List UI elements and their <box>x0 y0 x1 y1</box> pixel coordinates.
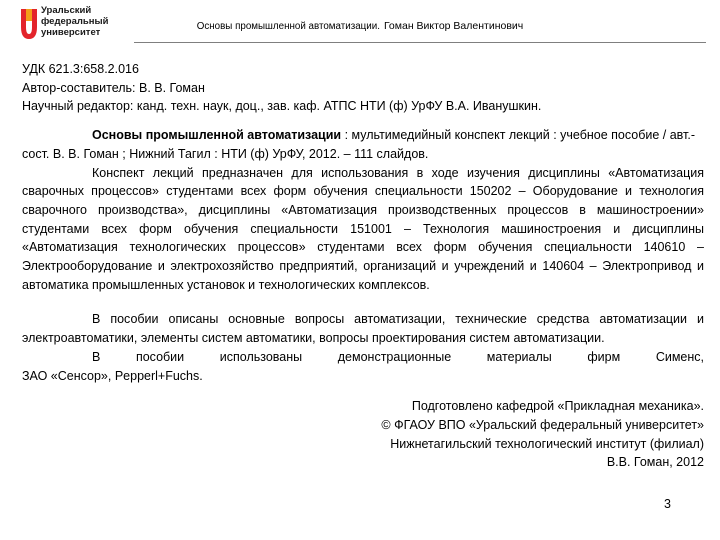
footer-university: © ФГАОУ ВПО «Уральский федеральный университет» <box>381 417 704 432</box>
description-paragraph-2: В пособии описаны основные вопросы автоматизации, технические средства автоматизации и электроавтоматики, элементы систем автоматики, вопросы проектирования систем автоматизации. <box>22 312 704 346</box>
footer-institute: Нижнетагильский технологический институт (филиал) <box>390 436 704 451</box>
author-compiler-line: Автор-составитель: В. В. Гоман <box>22 80 205 95</box>
header-title <box>0 20 720 32</box>
description-paragraph-3-line-2: ЗАО «Сенсор», Pepperl+Fuchs. <box>22 368 203 383</box>
editor-line: Научный редактор: канд. техн. наук, доц., зав. каф. АТПС НТИ (ф) УрФУ В.А. Иванушкин. <box>22 99 542 114</box>
header-divider <box>134 42 706 43</box>
page-number: 3 <box>664 497 671 511</box>
citation-rest: : мультимедийный конспект лекций : учебное пособие / авт.-сост. В. В. Гоман ; Нижний Тагил : НТИ (ф) УрФУ, 2012. – 111 слайдов. <box>22 128 696 161</box>
logo-line-2: федеральный <box>41 16 109 28</box>
slide-content <box>22 60 704 472</box>
citation-title: Основы промышленной автоматизации <box>92 128 342 143</box>
udk-line: УДК 621.3:658.2.016 <box>22 62 139 76</box>
slide-header <box>0 0 720 46</box>
course-title: Основы промышленной автоматизации. <box>196 21 380 32</box>
logo-line-3: университет <box>41 27 101 39</box>
course-author: Гоман Виктор Валентинович <box>383 20 524 32</box>
footer-department: Подготовлено кафедрой «Прикладная механика». <box>411 399 704 414</box>
footer-author-year: В.В. Гоман, 2012 <box>606 455 704 470</box>
description-paragraph-3-line-1: В пособии использованы демонстрационные материалы фирм Сименс, <box>92 349 704 364</box>
citation-paragraph <box>22 126 704 163</box>
description-paragraph-1: Конспект лекций предназначен для использования в ходе изучения дисциплины «Автоматизация сварочных процессов» студентами всех форм обучения специальности 150202 – Оборудование и технология сварочного производства», дисциплины «Автоматизация производственных процессов в машиностроении» студентами всех форм обучения специальности 151001 – Технология машиностроения и дисциплины «Автоматизация технологических процессов» студентами всех форм обучения специальности 140610 – Электрооборудование и электрохозяйство предприятий, организаций и учреждений и 140604 – Электропривод и автоматика промышленных установок и технологических комплексов. <box>22 165 704 292</box>
logo-line-1: Уральский <box>41 5 92 16</box>
